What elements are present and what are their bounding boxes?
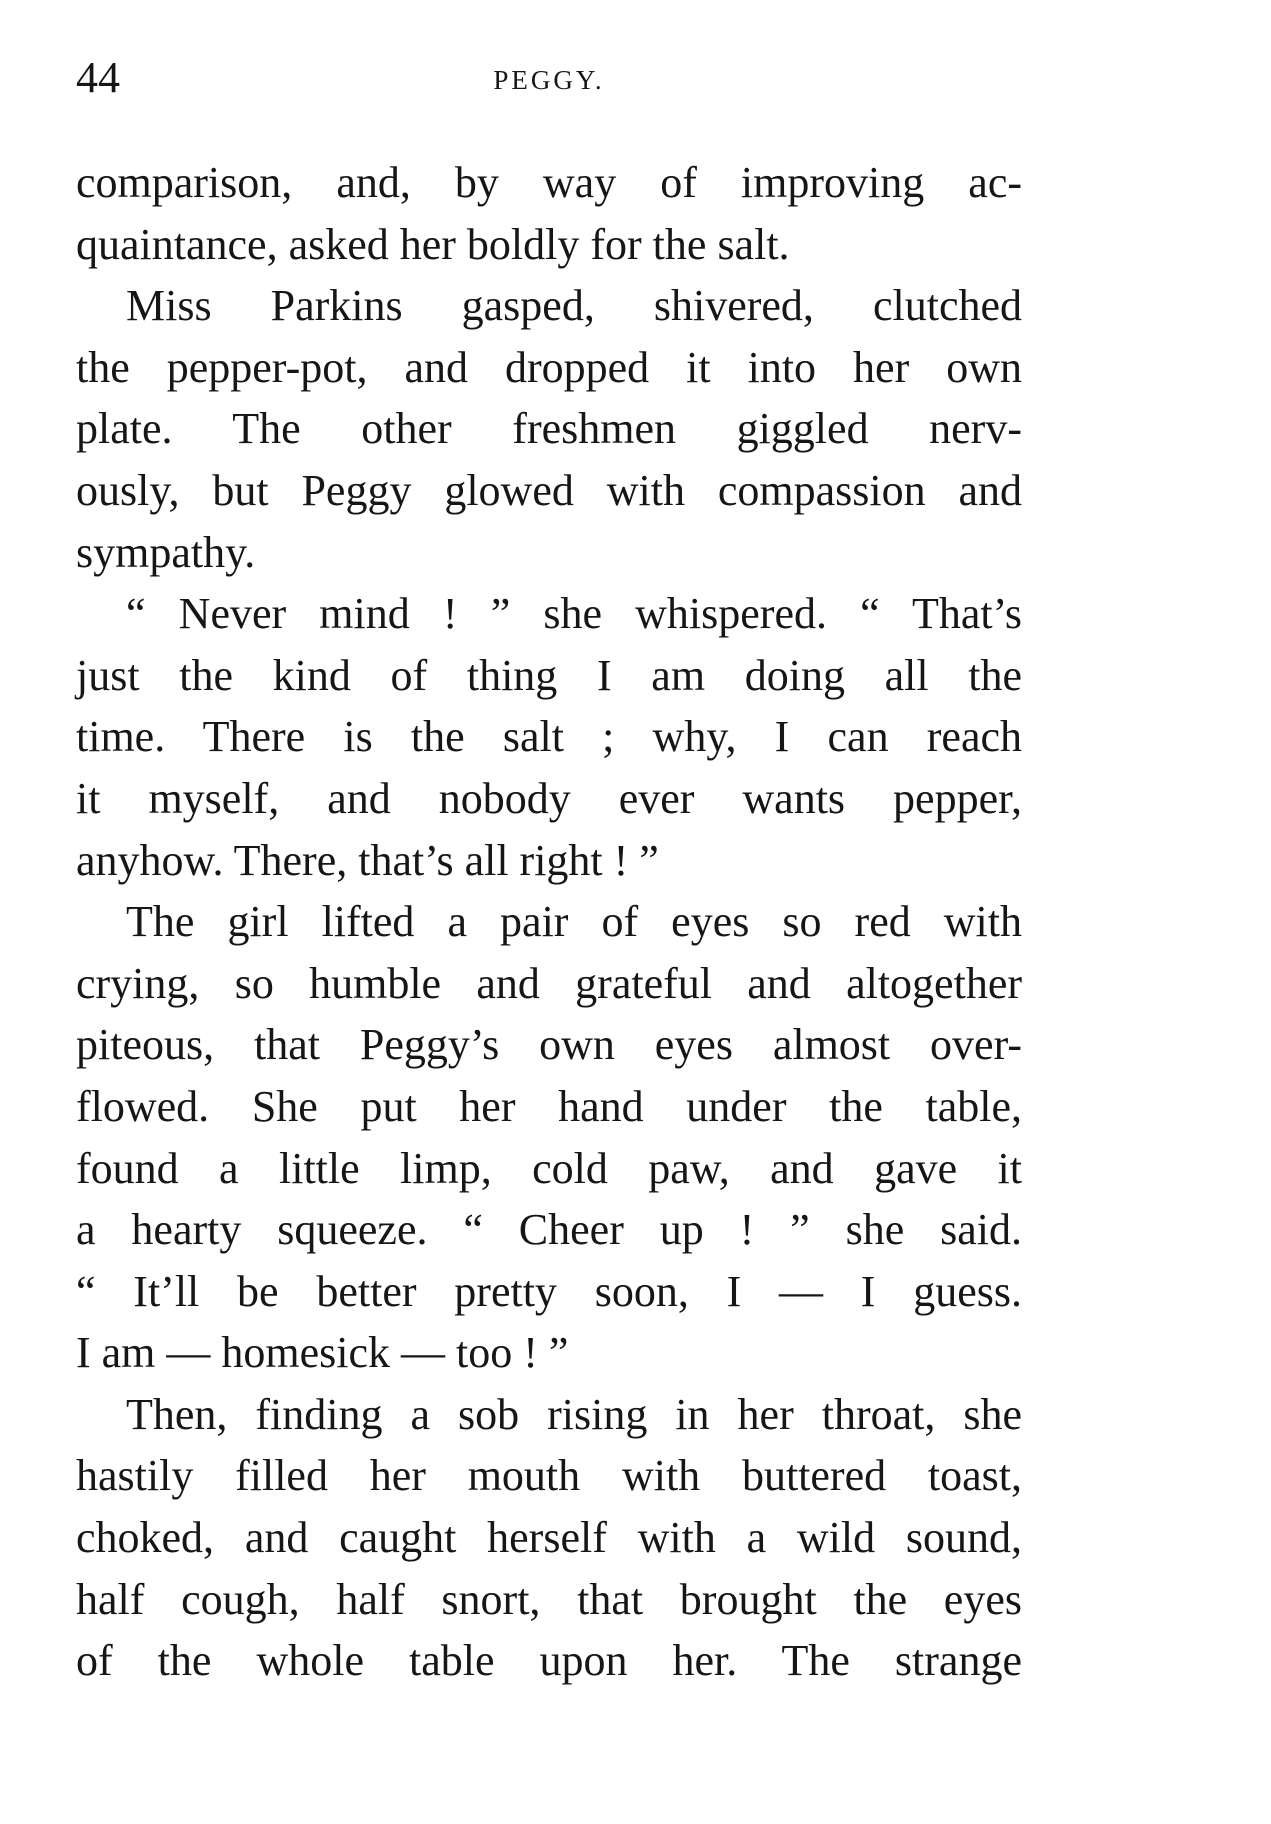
text-line: Miss Parkins gasped, shivered, clutched	[126, 281, 1022, 331]
text-line: plate. The other freshmen giggled nerv-	[76, 404, 1022, 454]
text-line: hastily filled her mouth with buttered toast,	[76, 1451, 1022, 1501]
text-line: a hearty squeeze. “ Cheer up ! ” she said.	[76, 1205, 1022, 1255]
text-line: The girl lifted a pair of eyes so red with	[126, 897, 1022, 947]
text-line: I am — homesick — too ! ”	[76, 1328, 569, 1378]
text-line: crying, so humble and grateful and altogether	[76, 958, 1022, 1008]
text-line: flowed. She put her hand under the table,	[76, 1081, 1022, 1131]
text-line: half cough, half snort, that brought the eyes	[76, 1574, 1022, 1624]
text-line: found a little limp, cold paw, and gave it	[76, 1143, 1022, 1193]
text-line: the pepper-pot, and dropped it into her own	[76, 342, 1022, 392]
text-line: just the kind of thing I am doing all the	[76, 650, 1022, 700]
text-line: time. There is the salt ; why, I can reach	[76, 712, 1022, 762]
page-header	[76, 52, 1022, 104]
text-line: “ It’ll be better pretty soon, I — I guess.	[76, 1266, 1022, 1316]
text-line: choked, and caught herself with a wild sound,	[76, 1513, 1022, 1563]
text-line: it myself, and nobody ever wants pepper,	[76, 773, 1022, 823]
text-line: sympathy.	[76, 527, 256, 577]
text-line: ously, but Peggy glowed with compassion and	[76, 465, 1022, 515]
text-line: quaintance, asked her boldly for the salt.	[76, 219, 790, 269]
text-line: anyhow. There, that’s all right ! ”	[76, 835, 659, 885]
text-line: “ Never mind ! ” she whispered. “ That’s	[126, 589, 1022, 639]
text-line: piteous, that Peggy’s own eyes almost over-	[76, 1020, 1022, 1070]
page-number: 44	[76, 53, 120, 102]
text-line: Then, finding a sob rising in her throat, she	[126, 1389, 1022, 1439]
text-line: comparison, and, by way of improving ac-	[76, 158, 1022, 207]
body-text	[76, 152, 1022, 1692]
text-line: of the whole table upon her. The strange	[76, 1636, 1022, 1686]
running-title: PEGGY.	[493, 65, 605, 95]
